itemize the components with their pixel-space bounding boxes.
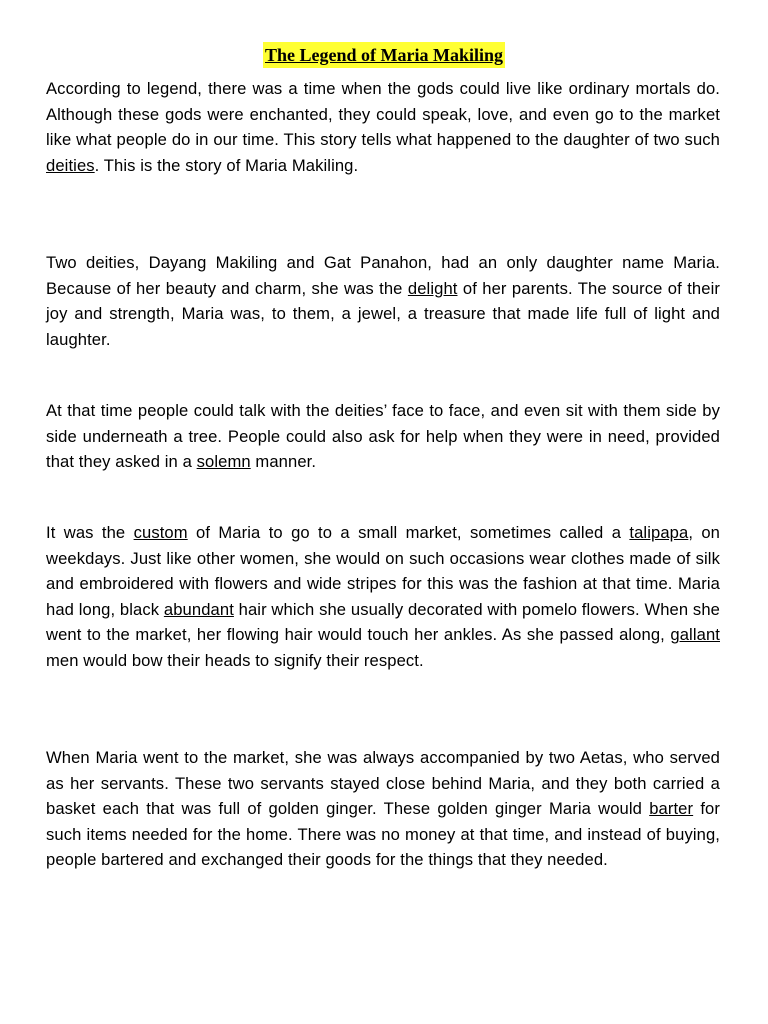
paragraph xyxy=(46,250,720,352)
vocabulary-word: barter xyxy=(649,799,694,819)
text-segment: manner. xyxy=(250,452,317,472)
vocabulary-word: talipapa xyxy=(629,523,689,542)
paragraph xyxy=(46,76,720,178)
paragraph xyxy=(46,398,720,475)
text-segment: Two deities, Dayang Makiling and Gat Panahon, had an only daughter name Maria. Because of her beauty and charm, she was the xyxy=(46,253,720,298)
text-segment: When Maria went to the market, she was always accompanied by two Aetas, who served as her servants. These two servants stayed close behind Maria, and they both carried a basket each that was full of golden ginger. These golden ginger Maria would xyxy=(46,748,720,819)
text-segment: of Maria to go to a small market, sometimes called a xyxy=(187,523,630,542)
vocabulary-word: gallant xyxy=(670,625,720,645)
vocabulary-word: delight xyxy=(407,278,458,298)
paragraph xyxy=(46,745,720,873)
text-segment: , on weekdays. Just like other women, she would on such occasions wear clothes made of silk and embroidered with flowers and wide stripes for this was the fashion at that time. Maria had long, black xyxy=(46,523,721,619)
vocabulary-word: custom xyxy=(133,523,188,542)
text-segment: hair which she usually decorated with pomelo flowers. When she went to the market, her flowing hair would touch her ankles. As she passed along, xyxy=(46,599,720,645)
paragraph xyxy=(46,520,720,674)
text-segment: It was the xyxy=(46,523,134,542)
text-segment: for such items needed for the home. There was no money at that time, and instead of buying, people bartered and exchanged their goods for the things that they needed. xyxy=(46,799,720,870)
vocabulary-word: deities xyxy=(46,155,95,175)
title-container xyxy=(0,42,768,68)
document-title: The Legend of Maria Makiling xyxy=(263,42,505,68)
text-segment: At that time people could talk with the deities’ face to face, and even sit with them side by side underneath a tree. People could also ask for help when they were in need, provided that they asked in a xyxy=(46,401,720,472)
text-segment: of her parents. The source of their joy and strength, Maria was, to them, a jewel, a treasure that made life full of light and laughter. xyxy=(46,278,720,349)
text-segment: According to legend, there was a time when the gods could live like ordinary mortals do. Although these gods were enchanted, they could speak, love, and even go to the market like what people do in our time. This story tells what happened to the daughter of two such xyxy=(46,79,720,150)
vocabulary-word: abundant xyxy=(163,599,234,619)
text-segment: . This is the story of Maria Makiling. xyxy=(94,155,359,175)
text-segment: men would bow their heads to signify their respect. xyxy=(46,650,424,670)
vocabulary-word: solemn xyxy=(196,452,251,472)
